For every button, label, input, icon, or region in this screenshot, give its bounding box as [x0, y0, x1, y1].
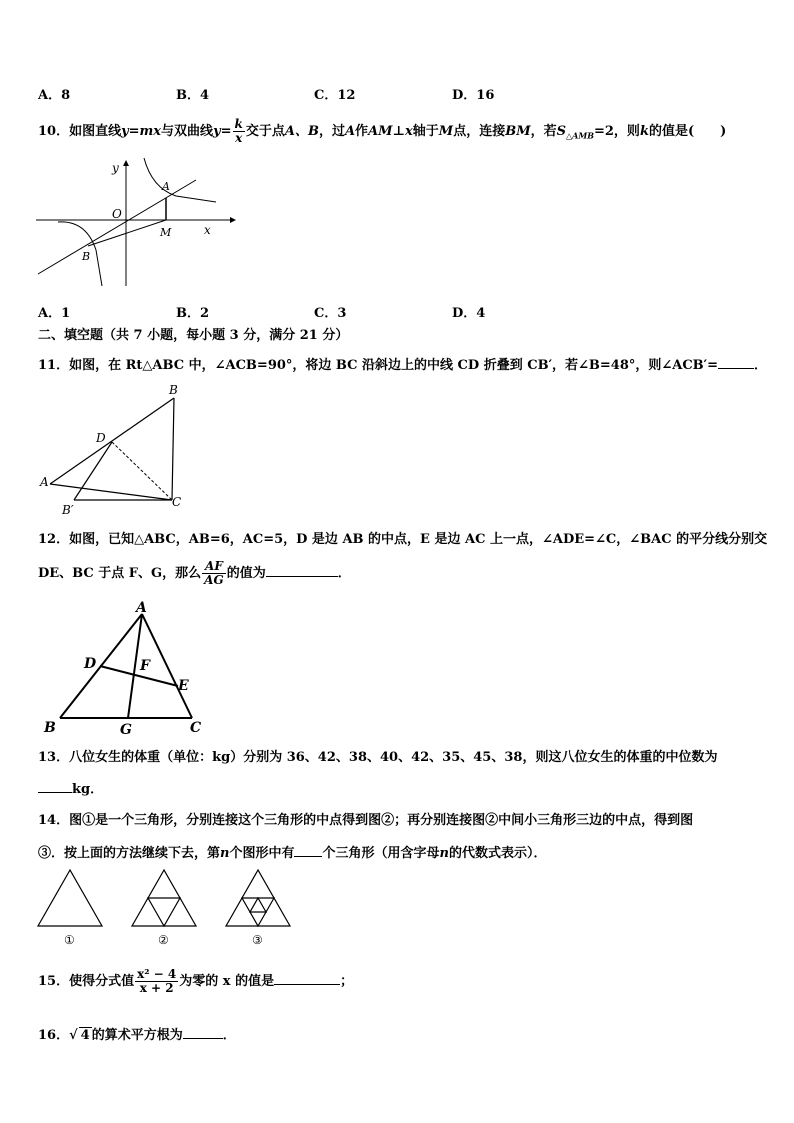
- q10-label-y: y: [112, 161, 119, 175]
- q11-figure: [36, 380, 196, 520]
- q11-label-c: C: [172, 495, 182, 509]
- q11-stem: 11．如图，在 Rt△ABC 中，∠ACB=90°，将边 BC 沿斜边上的中线 CD 折叠到 CB′，若∠B=48°，则∠ACB′= ．: [38, 358, 768, 373]
- q11-label-bprime: B′: [62, 503, 74, 517]
- q12-label-a: A: [136, 600, 147, 616]
- q10-figure: [36, 158, 236, 298]
- q12-stem-line2: DE、BC 于点 F、G，那么 $\frac{AF}{AG}$ 的值为 ．: [38, 559, 351, 587]
- q14-stem-line1: 14．图①是一个三角形，分别连接这个三角形的中点得到图②；再分别连接图②中间小三角形三边的中点，得到图: [38, 813, 694, 828]
- q10-option-d: D．4: [452, 306, 486, 321]
- q14-figure: [36, 866, 306, 946]
- q13-stem-line2: kg．: [38, 780, 103, 798]
- q12-label-g: G: [120, 722, 132, 738]
- q14-label-2: ②: [158, 933, 169, 947]
- q12-label-d: D: [84, 656, 97, 672]
- q12-fraction: $\frac{AF}{AG}$: [204, 559, 224, 587]
- q12-figure: [40, 600, 210, 738]
- q14-stem-line2: ③．按上面的方法继续下去，第n个图形中有 个三角形（用含字母n的代数式表示）．: [38, 846, 547, 861]
- q12-stem-line1: 12．如图，已知△ABC，AB=6，AC=5，D 是边 AB 的中点，E 是边 AC 上一点，∠ADE=∠C，∠BAC 的平分线分别交: [38, 532, 768, 547]
- q14-label-1: ①: [64, 933, 75, 947]
- q10-stem: 10．如图直线y=mx与双曲线y= $\frac{k}{x}$ 交于点A、B，过A作AM⊥x轴于M点，连接BM，若$S_{\triangle AMB}=2$，则k的值是( ): [38, 117, 727, 145]
- q11-label-a: A: [40, 475, 49, 489]
- q12-label-b: B: [44, 720, 56, 736]
- q10-option-c: C．3: [314, 306, 347, 321]
- q10-label-a: A: [162, 180, 170, 193]
- q10-label-m: M: [160, 226, 172, 239]
- sqrt-symbol: √: [69, 1028, 78, 1043]
- q11-label-d: D: [96, 431, 106, 445]
- q10-label-x: x: [204, 223, 211, 237]
- q10-fraction: $\frac{k}{x}$: [234, 117, 243, 145]
- q13-stem-line1: 13．八位女生的体重（单位：kg）分别为 36、42、38、40、42、35、45、38，则这八位女生的体重的中位数为: [38, 750, 718, 765]
- q10-option-b: B．2: [176, 306, 210, 321]
- q9-option-a: A．8: [38, 88, 71, 103]
- q12-label-e: E: [178, 678, 189, 694]
- q9-option-c: C．12: [314, 88, 356, 103]
- q10-option-a: A．1: [38, 306, 71, 321]
- q9-option-b: B．4: [176, 88, 210, 103]
- q12-label-f: F: [140, 658, 150, 674]
- q16-stem: 16．√ 4 的算术平方根为 ．: [38, 1028, 236, 1043]
- q15-stem: 15．使得分式值 $\frac{\text{x² − 4}}{x + 2}$ 为零的 x 的值是 ；: [38, 967, 354, 995]
- q14-label-3: ③: [252, 933, 263, 947]
- q9-option-d: D．16: [452, 88, 495, 103]
- q11-label-b: B: [169, 383, 178, 397]
- q12-label-c: C: [190, 720, 202, 736]
- q15-fraction: $\frac{\text{x² − 4}}{x + 2}$: [137, 967, 177, 995]
- section-heading: 二、填空题（共 7 小题，每小题 3 分，满分 21 分）: [38, 328, 349, 343]
- q10-label-o: O: [112, 207, 122, 221]
- q10-label-b: B: [82, 250, 91, 263]
